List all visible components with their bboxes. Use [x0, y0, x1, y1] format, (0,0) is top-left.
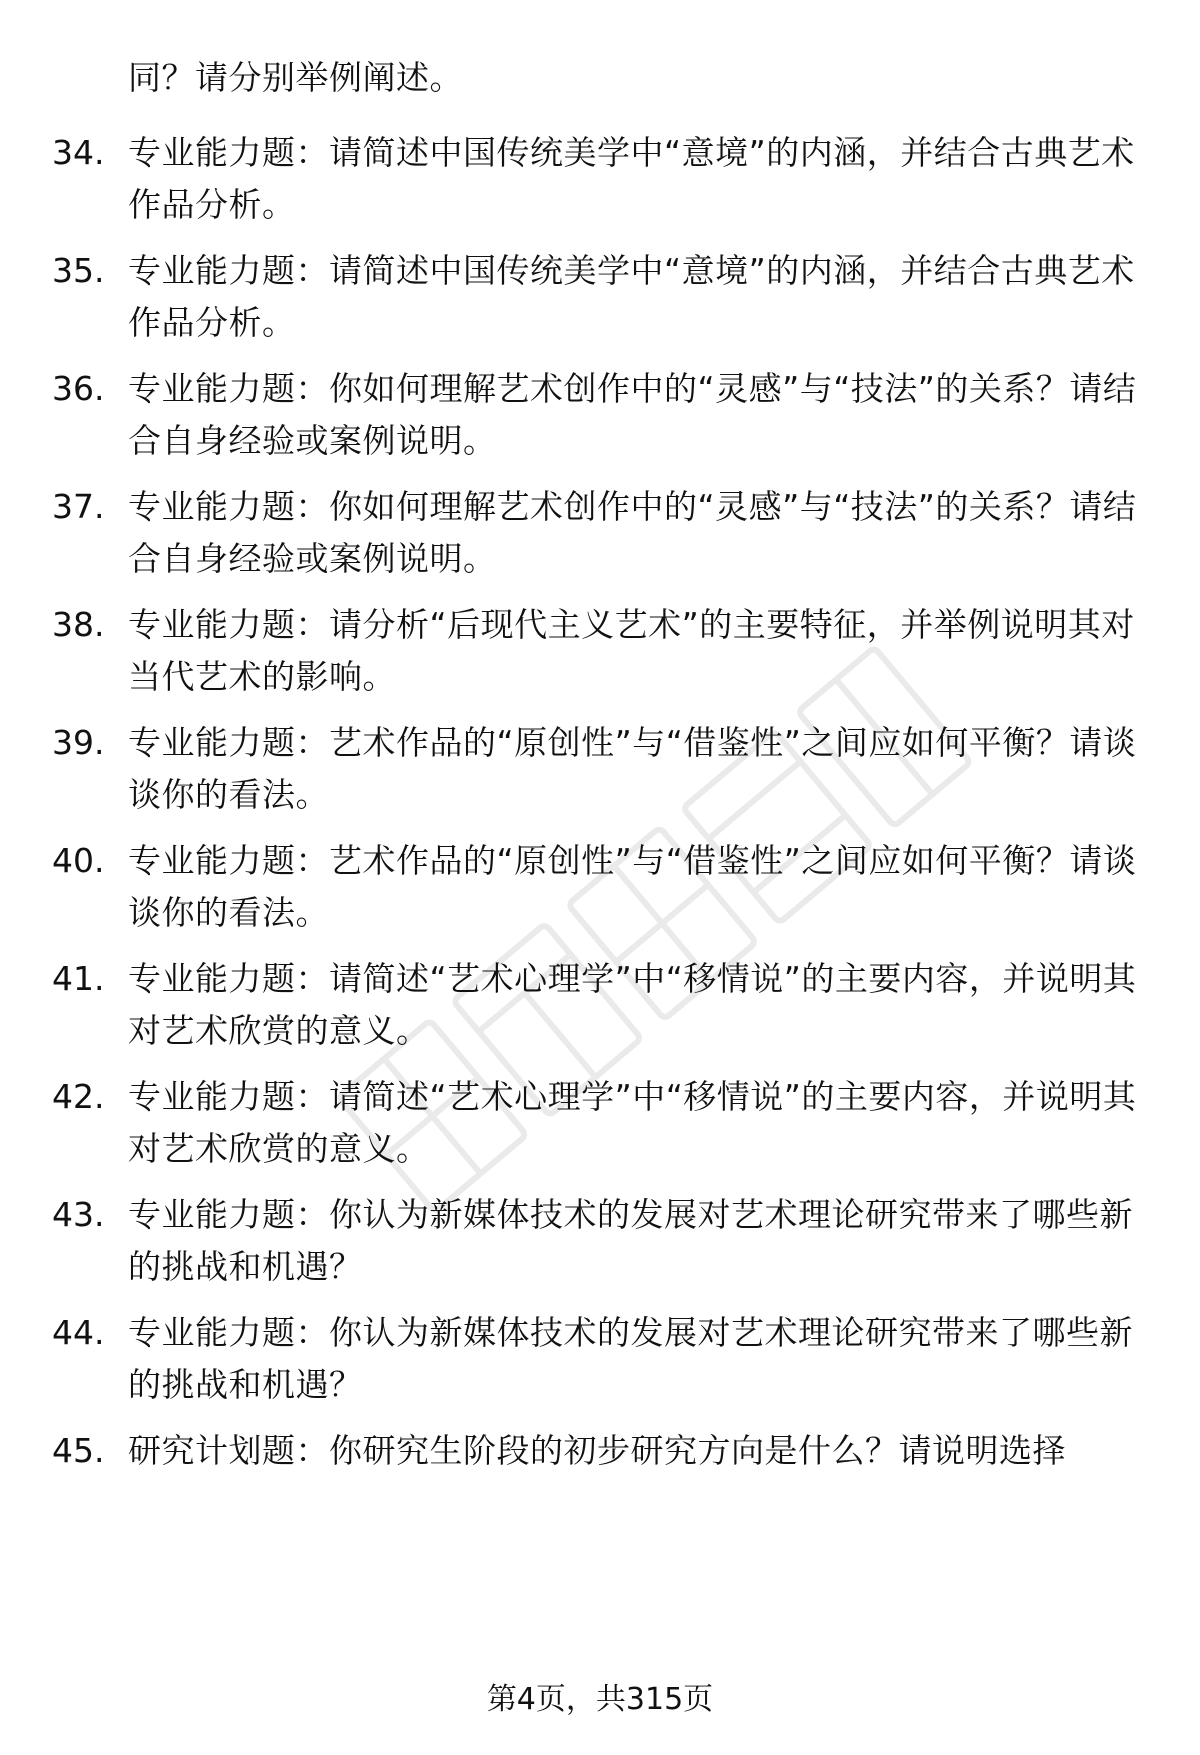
- item-text: 专业能力题：请分析“后现代主义艺术”的主要特征，并举例说明其对当代艺术的影响。: [128, 605, 1135, 696]
- item-text: 专业能力题：请简述“艺术心理学”中“移情说”的主要内容，并说明其对艺术欣赏的意义。: [128, 959, 1137, 1050]
- item-text: 专业能力题：请简述中国传统美学中“意境”的内涵，并结合古典艺术作品分析。: [128, 133, 1135, 224]
- item-number: 40.: [52, 841, 105, 880]
- item-text: 专业能力题：艺术作品的“原创性”与“借鉴性”之间应如何平衡？请谈谈你的看法。: [128, 841, 1137, 932]
- item-number: 45.: [52, 1431, 105, 1470]
- item-number: 42.: [52, 1077, 105, 1116]
- item-text: 专业能力题：你如何理解艺术创作中的“灵感”与“技法”的关系？请结合自身经验或案例说明。: [128, 369, 1137, 460]
- item-text: 专业能力题：艺术作品的“原创性”与“借鉴性”之间应如何平衡？请谈谈你的看法。: [128, 723, 1137, 814]
- item-text: 专业能力题：请简述中国传统美学中“意境”的内涵，并结合古典艺术作品分析。: [128, 251, 1135, 342]
- item-text: 研究计划题：你研究生阶段的初步研究方向是什么？请说明选择: [128, 1431, 1066, 1470]
- page-footer: [0, 1680, 1200, 1720]
- item-text: 专业能力题：你如何理解艺术创作中的“灵感”与“技法”的关系？请结合自身经验或案例说明。: [128, 487, 1137, 578]
- item-number: 35.: [52, 251, 105, 290]
- item-number: 36.: [52, 369, 105, 408]
- item-text: 同？请分别举例阐述。: [128, 58, 463, 97]
- item-text: 专业能力题：你认为新媒体技术的发展对艺术理论研究带来了哪些新的挑战和机遇？: [128, 1313, 1133, 1404]
- item-number: 39.: [52, 723, 105, 762]
- item-number: 41.: [52, 959, 105, 998]
- item-number: 38.: [52, 605, 105, 644]
- item-number: 44.: [52, 1313, 105, 1352]
- page-number-label: 第4页，共315页: [486, 1682, 714, 1717]
- item-text: 专业能力题：请简述“艺术心理学”中“移情说”的主要内容，并说明其对艺术欣赏的意义。: [128, 1077, 1137, 1168]
- item-number: 43.: [52, 1195, 105, 1234]
- item-number: 37.: [52, 487, 105, 526]
- item-text: 专业能力题：你认为新媒体技术的发展对艺术理论研究带来了哪些新的挑战和机遇？: [128, 1195, 1133, 1286]
- item-number: 34.: [52, 133, 105, 172]
